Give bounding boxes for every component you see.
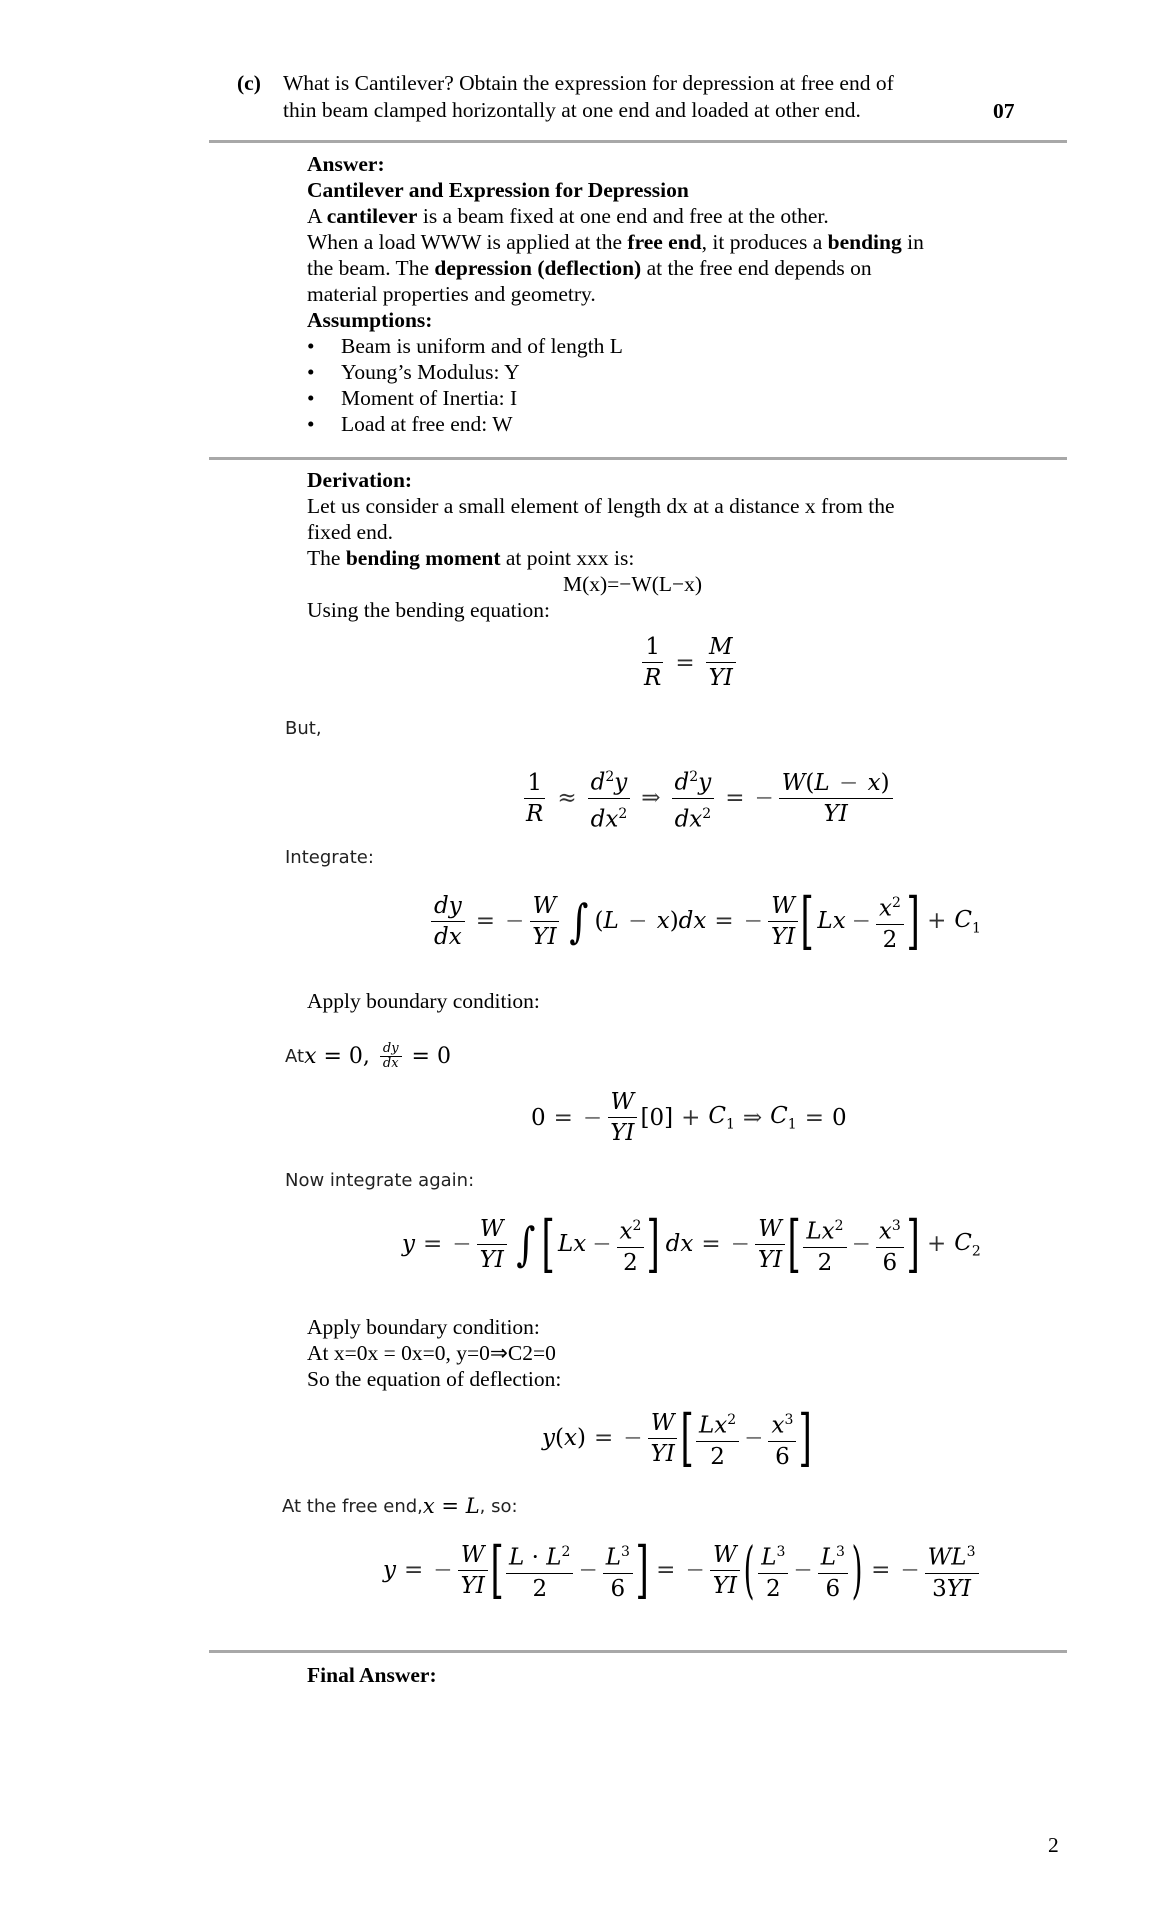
list-item	[307, 411, 623, 437]
bold-term-bending-moment: bending moment	[345, 546, 501, 570]
bullet-icon: •	[307, 386, 315, 410]
bullet-icon: •	[307, 360, 315, 384]
list-item-text: Moment of Inertia: I	[341, 386, 518, 410]
using-bending-equation-text: Using the bending equation:	[307, 598, 551, 622]
answer-paragraph-line2	[307, 229, 924, 255]
bold-term-depression: depression (deflection)	[434, 256, 642, 280]
assumption-list	[307, 333, 623, 437]
text: at the free end depends on	[641, 256, 872, 280]
text: , it produces a	[701, 230, 828, 254]
derivation-line2: fixed end.	[307, 520, 393, 544]
bold-term-cantilever: cantilever	[326, 204, 418, 228]
equation-curvature: $\frac{1}{R}$ ≈ $\frac{d^2y}{dx^2}$ ⇒ $\frac{d^2y}{dx^2}$ = − $\frac{W(L - x)}{YI}$	[520, 762, 896, 834]
integrate-label: Integrate:	[285, 847, 374, 868]
list-item	[307, 359, 623, 385]
equation-of-deflection-text: So the equation of deflection:	[307, 1367, 562, 1391]
list-item	[307, 385, 623, 411]
divider-2	[209, 457, 1067, 460]
bold-term-bending: bending	[827, 230, 902, 254]
divider-3	[209, 1650, 1067, 1653]
list-item-text: Young’s Modulus: Y	[341, 360, 520, 384]
text: at point xxx is:	[500, 546, 635, 570]
equation-final-deflection: y = − $\frac{W}{YI}$ [ $\frac{L \cdot L^2}{2}$ − $\frac{L^3}{6}$ ] = − $\frac{W}{YI}$ ( $\frac{L^3}{2}$ − $\frac{L^3}{6}$ ) = − $\frac{WL^3}{3YI}$	[383, 1537, 982, 1604]
answer-paragraph-line4: material properties and geometry.	[307, 282, 596, 306]
derivation-heading: Derivation:	[307, 468, 413, 492]
text: the beam. The	[307, 256, 435, 280]
answer-title: Cantilever and Expression for Depression	[307, 178, 689, 202]
question-text-line2: thin beam clamped horizontally at one end and loaded at other end.	[283, 98, 861, 122]
at-free-end-label: At the free end,	[282, 1495, 423, 1517]
derivation-line3	[307, 545, 634, 571]
condition-math: x = 0, $\frac{dy}{dx}$ = 0	[304, 1041, 451, 1071]
text: When a load WWW is applied at the	[307, 230, 628, 254]
text: is a beam fixed at one end and free at the other.	[417, 204, 829, 228]
equation-first-integral: $\frac{dy}{dx}$ = − $\frac{W}{YI}$ ∫ (L − x)dx = − $\frac{W}{YI}$ [ Lx − $\frac{x^2}{2}$ ] + $C_1$	[428, 888, 981, 955]
bullet-icon: •	[307, 334, 315, 358]
so-label: , so:	[479, 1495, 518, 1517]
boundary-condition-2-text: At x=0x = 0x=0, y=0⇒C2=0	[307, 1341, 556, 1365]
equation-bending: $\frac{1}{R}$ = $\frac{M}{YI}$	[638, 632, 739, 693]
text: in	[901, 230, 924, 254]
equation-deflection: y(x) = − $\frac{W}{YI}$ [ $\frac{Lx^2}{2}$ − $\frac{x^3}{6}$ ]	[542, 1401, 813, 1475]
page-number: 2	[1048, 1833, 1059, 1857]
answer-heading: Answer:	[307, 152, 385, 176]
bold-term-free-end: free end	[627, 230, 702, 254]
derivation-line1: Let us consider a small element of length dx at a distance x from the	[307, 494, 895, 518]
question-marks: 07	[993, 99, 1015, 123]
question-label: (c)	[237, 71, 261, 95]
apply-boundary-condition-2: Apply boundary condition:	[307, 1315, 540, 1339]
final-answer-heading: Final Answer:	[307, 1663, 437, 1687]
assumptions-heading: Assumptions:	[307, 308, 433, 332]
free-end-statement	[282, 1494, 518, 1518]
list-item-text: Beam is uniform and of length L	[341, 334, 623, 358]
equation-c1: 0 = − $\frac{W}{YI}$ [0] + $C_1$ ⇒ $C_1$ = 0	[531, 1089, 847, 1146]
text: The	[307, 546, 346, 570]
boundary-condition-statement	[285, 1042, 451, 1071]
list-item	[307, 333, 623, 359]
question-text-line1: What is Cantilever? Obtain the expression for depression at free end of	[283, 71, 894, 95]
answer-paragraph-line3	[307, 255, 872, 281]
equation-second-integral: y = − $\frac{W}{YI}$ ∫ [ Lx − $\frac{x^2}{2}$ ] dx = − $\frac{W}{YI}$ [ $\frac{Lx^2}{2}$ − $\frac{x^3}{6}$ ] + $C_2$	[402, 1207, 981, 1281]
list-item-text: Load at free end: W	[341, 412, 513, 436]
moment-equation: M(x)=−W(L−x)	[563, 572, 703, 596]
answer-paragraph-line1	[307, 203, 829, 229]
x-equals-L: x = L	[422, 1494, 480, 1518]
text: A	[307, 204, 327, 228]
divider-1	[209, 140, 1067, 143]
apply-boundary-condition-1: Apply boundary condition:	[307, 989, 540, 1013]
at-label: At	[285, 1046, 305, 1067]
now-integrate-again-label: Now integrate again:	[285, 1170, 475, 1191]
but-label: But,	[285, 718, 322, 739]
bullet-icon: •	[307, 412, 315, 436]
